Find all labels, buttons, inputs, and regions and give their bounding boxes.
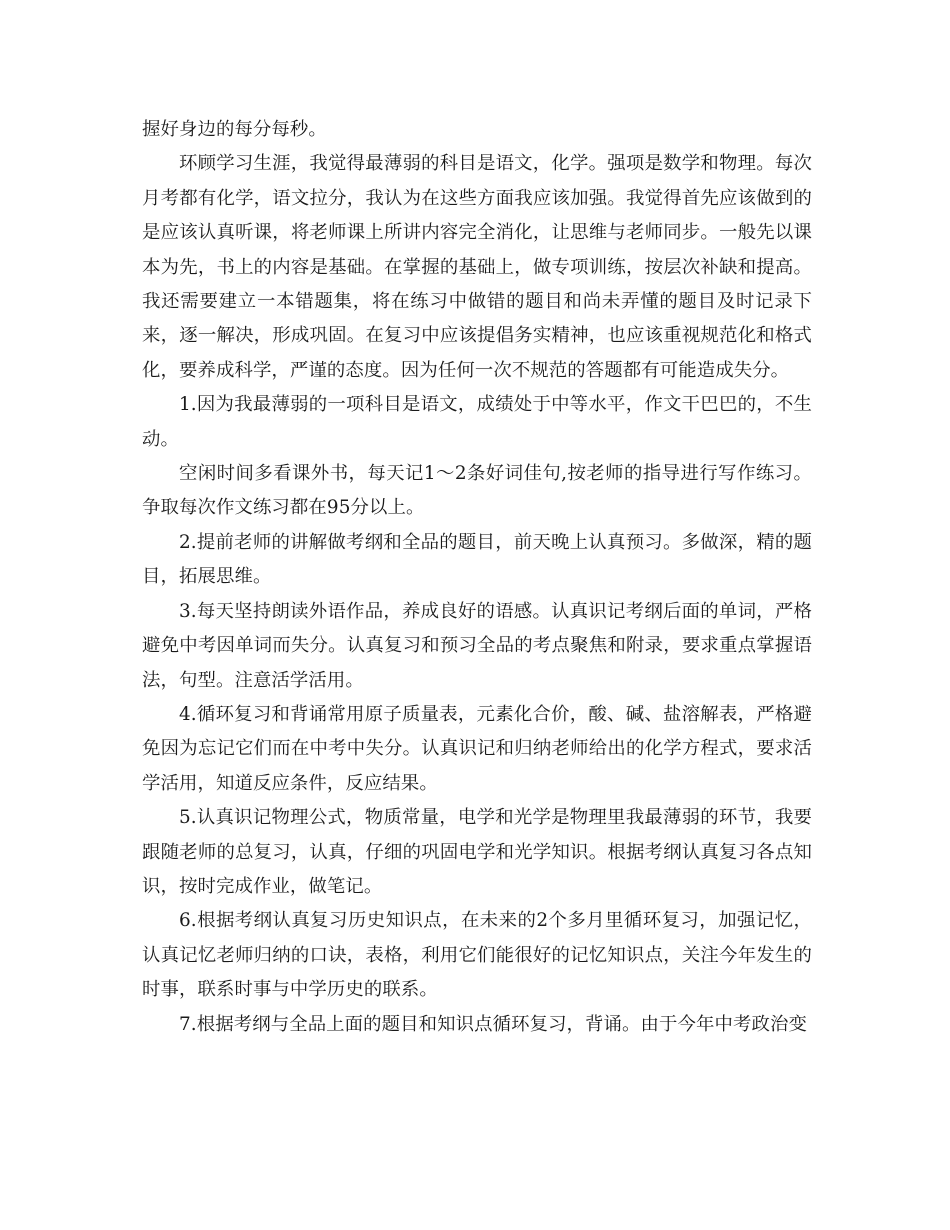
paragraph-continuation: 握好身边的每分每秒。	[142, 119, 327, 140]
paragraph-item-5: 5.认真识记物理公式，物质常量，电学和光学是物理里我最薄弱的环节，我要跟随老师的总复习，认真，仔细的巩固电学和光学知识。根据考纲认真复习各点知识，按时完成作业，做笔记。	[142, 807, 812, 897]
paragraph-item-1: 1.因为我最薄弱的一项科目是语文，成绩处于中等水平，作文干巴巴的，不生动。	[142, 394, 812, 450]
paragraph-item-7: 7.根据考纲与全品上面的题目和知识点循环复习，背诵。由于今年中考政治变	[179, 1013, 807, 1035]
paragraph-item-2: 2.提前老师的讲解做考纲和全品的题目，前天晚上认真预习。多做深，精的题目，拓展思维。	[142, 531, 812, 588]
paragraph-item-4: 4.循环复习和背诵常用原子质量表，元素化合价，酸、碱、盐溶解表，严格避免因为忘记它们而在中考中失分。认真识记和归纳老师给出的化学方程式，要求活学活用，知道反应条件，反应结果。	[142, 703, 812, 794]
paragraph-item-1-plan: 空闲时间多看课外书，每天记1～2条好词佳句,按老师的指导进行写作练习。争取每次作文练习都在95分以上。	[142, 463, 812, 519]
document-body	[142, 113, 812, 1042]
paragraph-item-6: 6.根据考纲认真复习历史知识点，在未来的2个多月里循环复习，加强记忆，认真记忆老师归纳的口诀，表格，利用它们能很好的记忆知识点，关注今年发生的时事，联系时事与中学历史的联系。	[142, 910, 812, 1001]
paragraph-item-3: 3.每天坚持朗读外语作品，养成良好的语感。认真识记考纲后面的单词，严格避免中考因单词而失分。认真复习和预习全品的考点聚焦和附录，要求重点掌握语法，句型。注意活学活用。	[142, 600, 812, 691]
paragraph-study-review: 环顾学习生涯，我觉得最薄弱的科目是语文，化学。强项是数学和物理。每次月考都有化学，语文拉分，我认为在这些方面我应该加强。我觉得首先应该做到的是应该认真听课，将老师课上所讲内容完全消化，让思维与老师同步。一般先以课本为先，书上的内容是基础。在掌握的基础上，做专项训练，按层次补缺和提高。我还需要建立一本错题集，将在练习中做错的题目和尚未弄懂的题目及时记录下来，逐一解决，形成巩固。在复习中应该提倡务实精神，也应该重视规范化和格式化，要养成科学，严谨的态度。因为任何一次不规范的答题都有可能造成失分。	[142, 153, 812, 381]
